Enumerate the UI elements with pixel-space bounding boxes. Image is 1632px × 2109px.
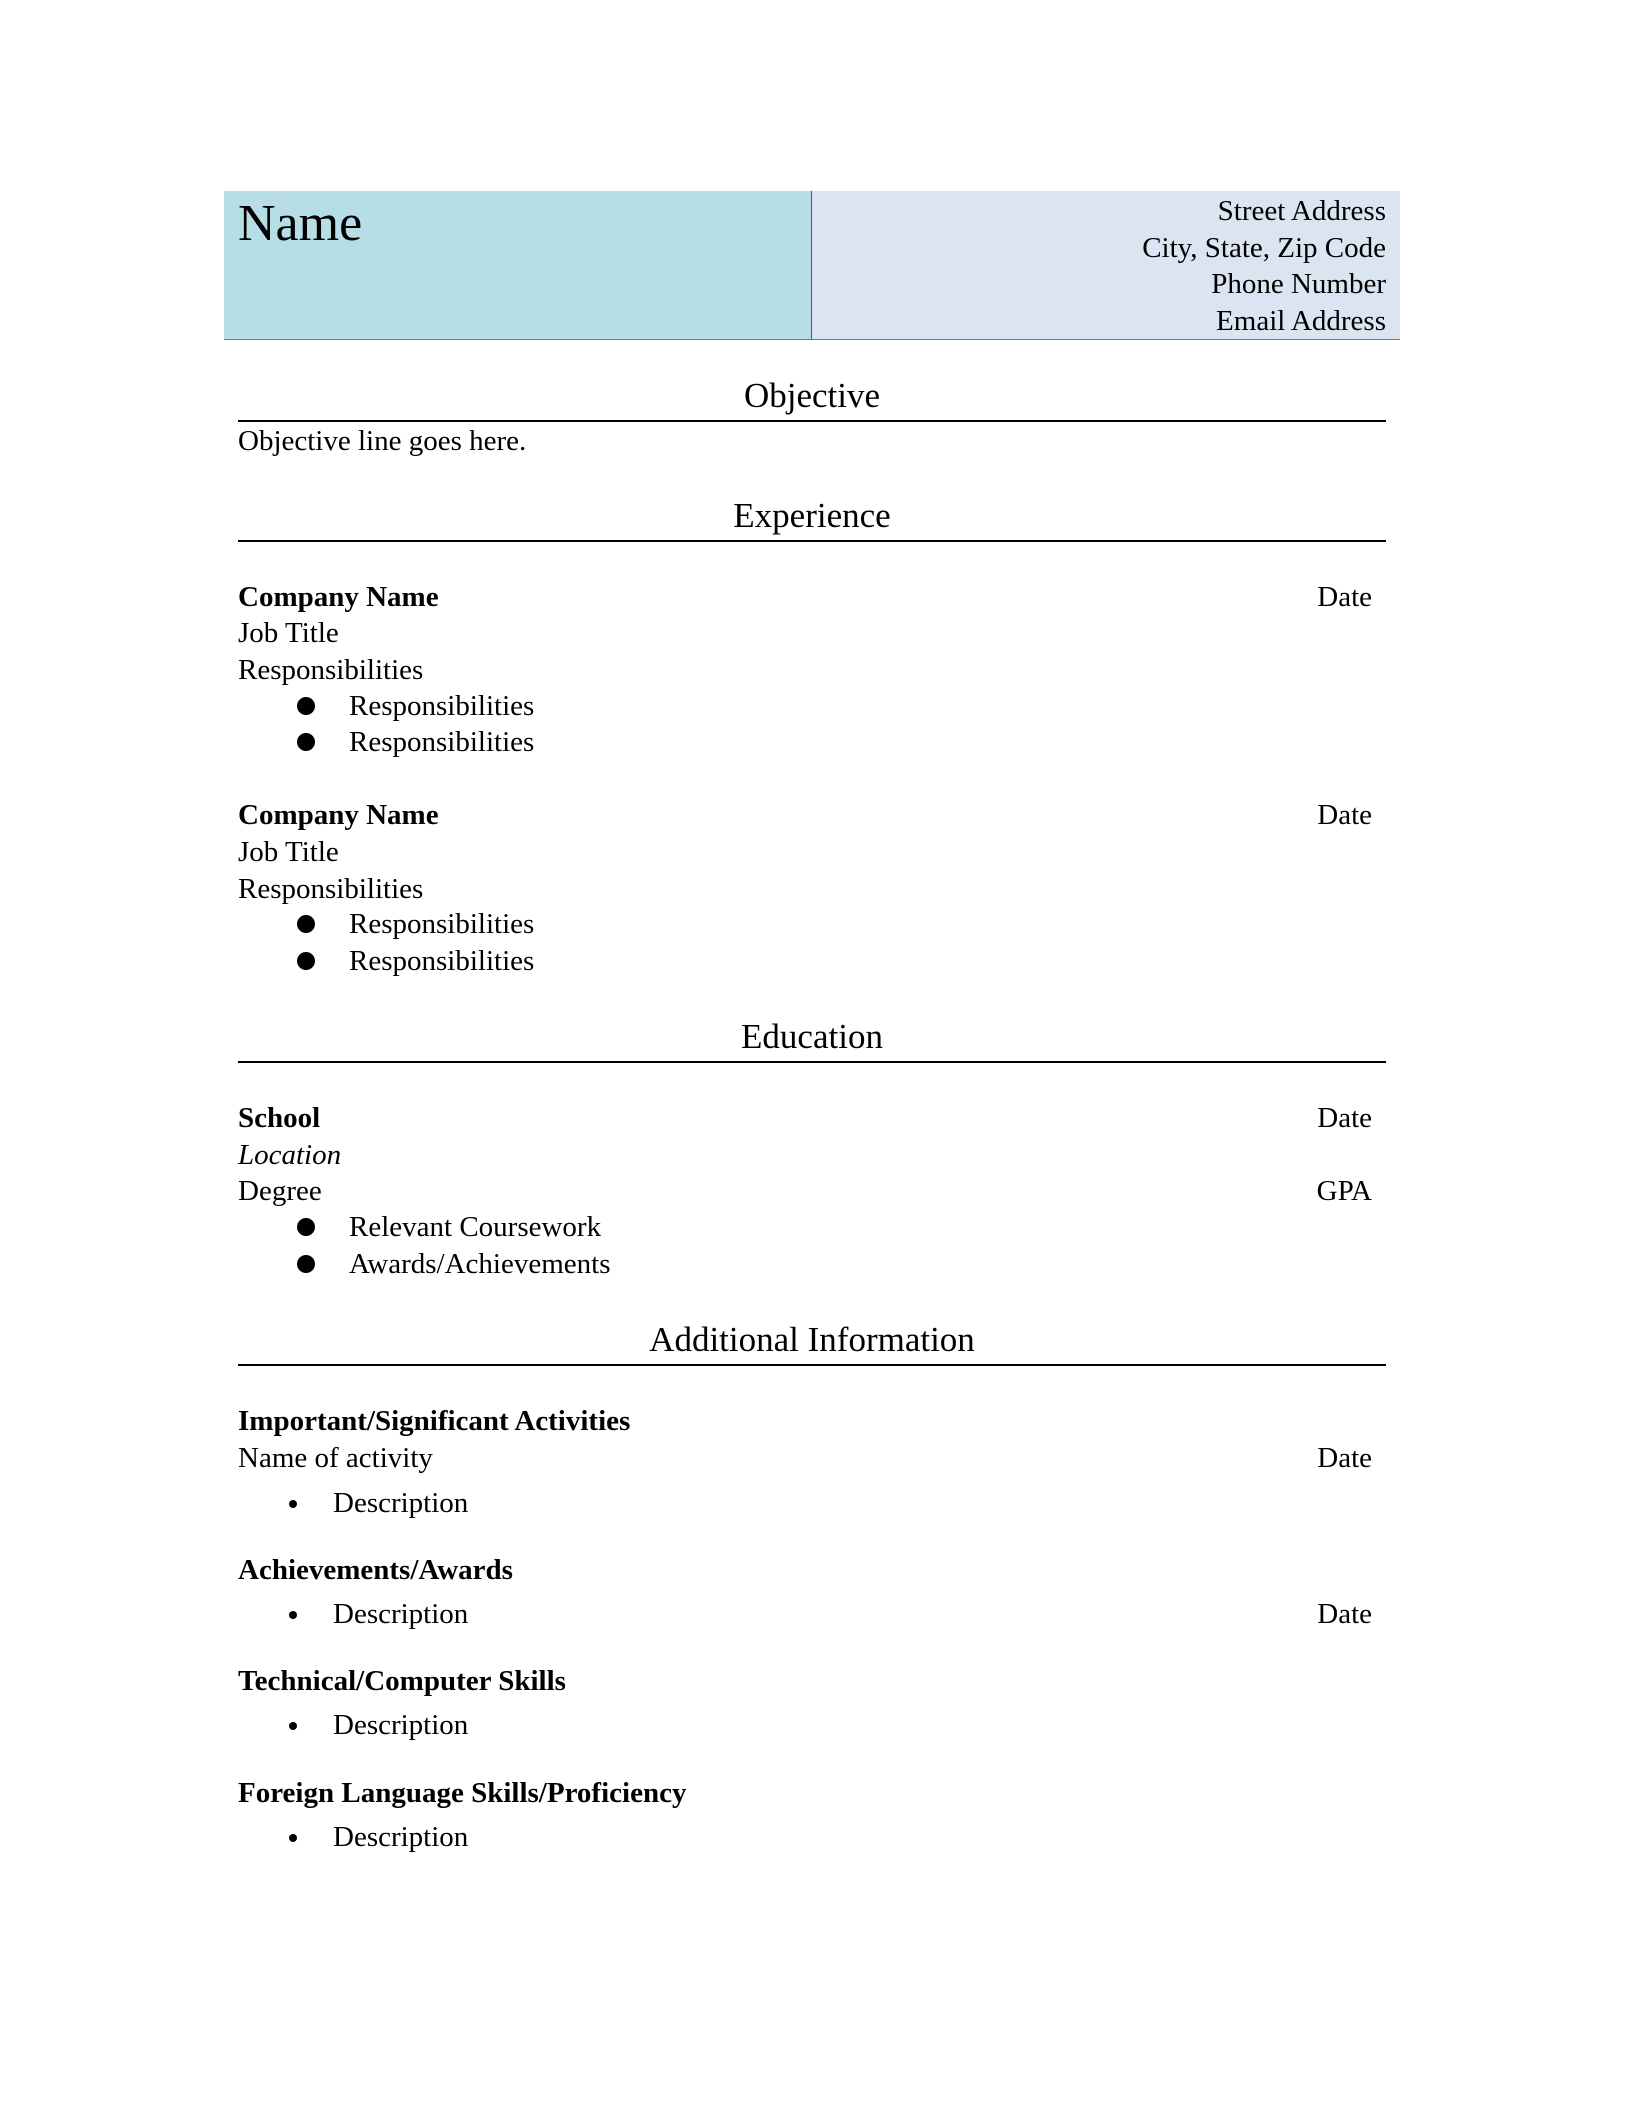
job-title: Job Title xyxy=(238,617,339,649)
bullet-icon xyxy=(297,1218,315,1236)
bullet-icon xyxy=(297,952,315,970)
responsibility-item: Responsibilities xyxy=(349,945,535,977)
company-name: Company Name xyxy=(238,799,439,831)
bullet-icon xyxy=(297,1255,315,1273)
email-address: Email Address xyxy=(1216,304,1386,337)
school-name: School xyxy=(238,1102,321,1134)
experience-heading: Experience xyxy=(733,496,891,535)
name-panel xyxy=(224,191,812,339)
awards-description: Description xyxy=(333,1598,469,1630)
activity-date: Date xyxy=(1317,1442,1372,1474)
job-date: Date xyxy=(1317,799,1372,831)
language-description: Description xyxy=(333,1821,469,1853)
phone-number: Phone Number xyxy=(1211,268,1386,300)
technical-heading: Technical/Computer Skills xyxy=(238,1665,566,1697)
objective-heading: Objective xyxy=(743,376,881,415)
objective-text: Objective line goes here. xyxy=(238,425,527,457)
activity-description: Description xyxy=(333,1487,469,1519)
bullet-icon xyxy=(289,1722,297,1730)
education-rule xyxy=(238,1061,1386,1063)
coursework-item: Relevant Coursework xyxy=(349,1211,602,1243)
gpa: GPA xyxy=(1316,1175,1372,1207)
bullet-icon xyxy=(297,697,315,715)
bullet-icon xyxy=(289,1500,297,1508)
job-date: Date xyxy=(1317,581,1372,613)
bullet-icon xyxy=(289,1611,297,1619)
technical-description: Description xyxy=(333,1709,469,1741)
objective-rule xyxy=(238,420,1386,422)
degree: Degree xyxy=(238,1175,322,1207)
company-name: Company Name xyxy=(238,581,439,613)
responsibility-item: Responsibilities xyxy=(349,726,535,758)
awards-item: Awards/Achievements xyxy=(349,1248,611,1280)
city-state-zip: City, State, Zip Code xyxy=(1142,231,1386,264)
language-heading: Foreign Language Skills/Proficiency xyxy=(238,1777,687,1809)
bullet-icon xyxy=(297,733,315,751)
applicant-name: Name xyxy=(238,195,363,252)
education-date: Date xyxy=(1317,1102,1372,1134)
additional-rule xyxy=(238,1364,1386,1366)
experience-rule xyxy=(238,540,1386,542)
responsibilities-label: Responsibilities xyxy=(238,873,424,905)
school-location: Location xyxy=(238,1139,342,1171)
responsibility-item: Responsibilities xyxy=(349,690,535,722)
responsibilities-label: Responsibilities xyxy=(238,654,424,686)
awards-heading: Achievements/Awards xyxy=(238,1554,513,1586)
education-heading: Education xyxy=(741,1017,883,1056)
activity-name: Name of activity xyxy=(238,1442,433,1474)
job-title: Job Title xyxy=(238,836,339,868)
contact-panel xyxy=(812,191,1400,339)
street-address: Street Address xyxy=(1217,195,1386,227)
responsibility-item: Responsibilities xyxy=(349,908,535,940)
bullet-icon xyxy=(289,1834,297,1842)
activities-heading: Important/Significant Activities xyxy=(238,1405,631,1437)
resume-header xyxy=(224,191,1400,340)
additional-heading: Additional Information xyxy=(649,1320,975,1359)
bullet-icon xyxy=(297,915,315,933)
contact-block xyxy=(1142,193,1386,339)
awards-date: Date xyxy=(1317,1598,1372,1630)
